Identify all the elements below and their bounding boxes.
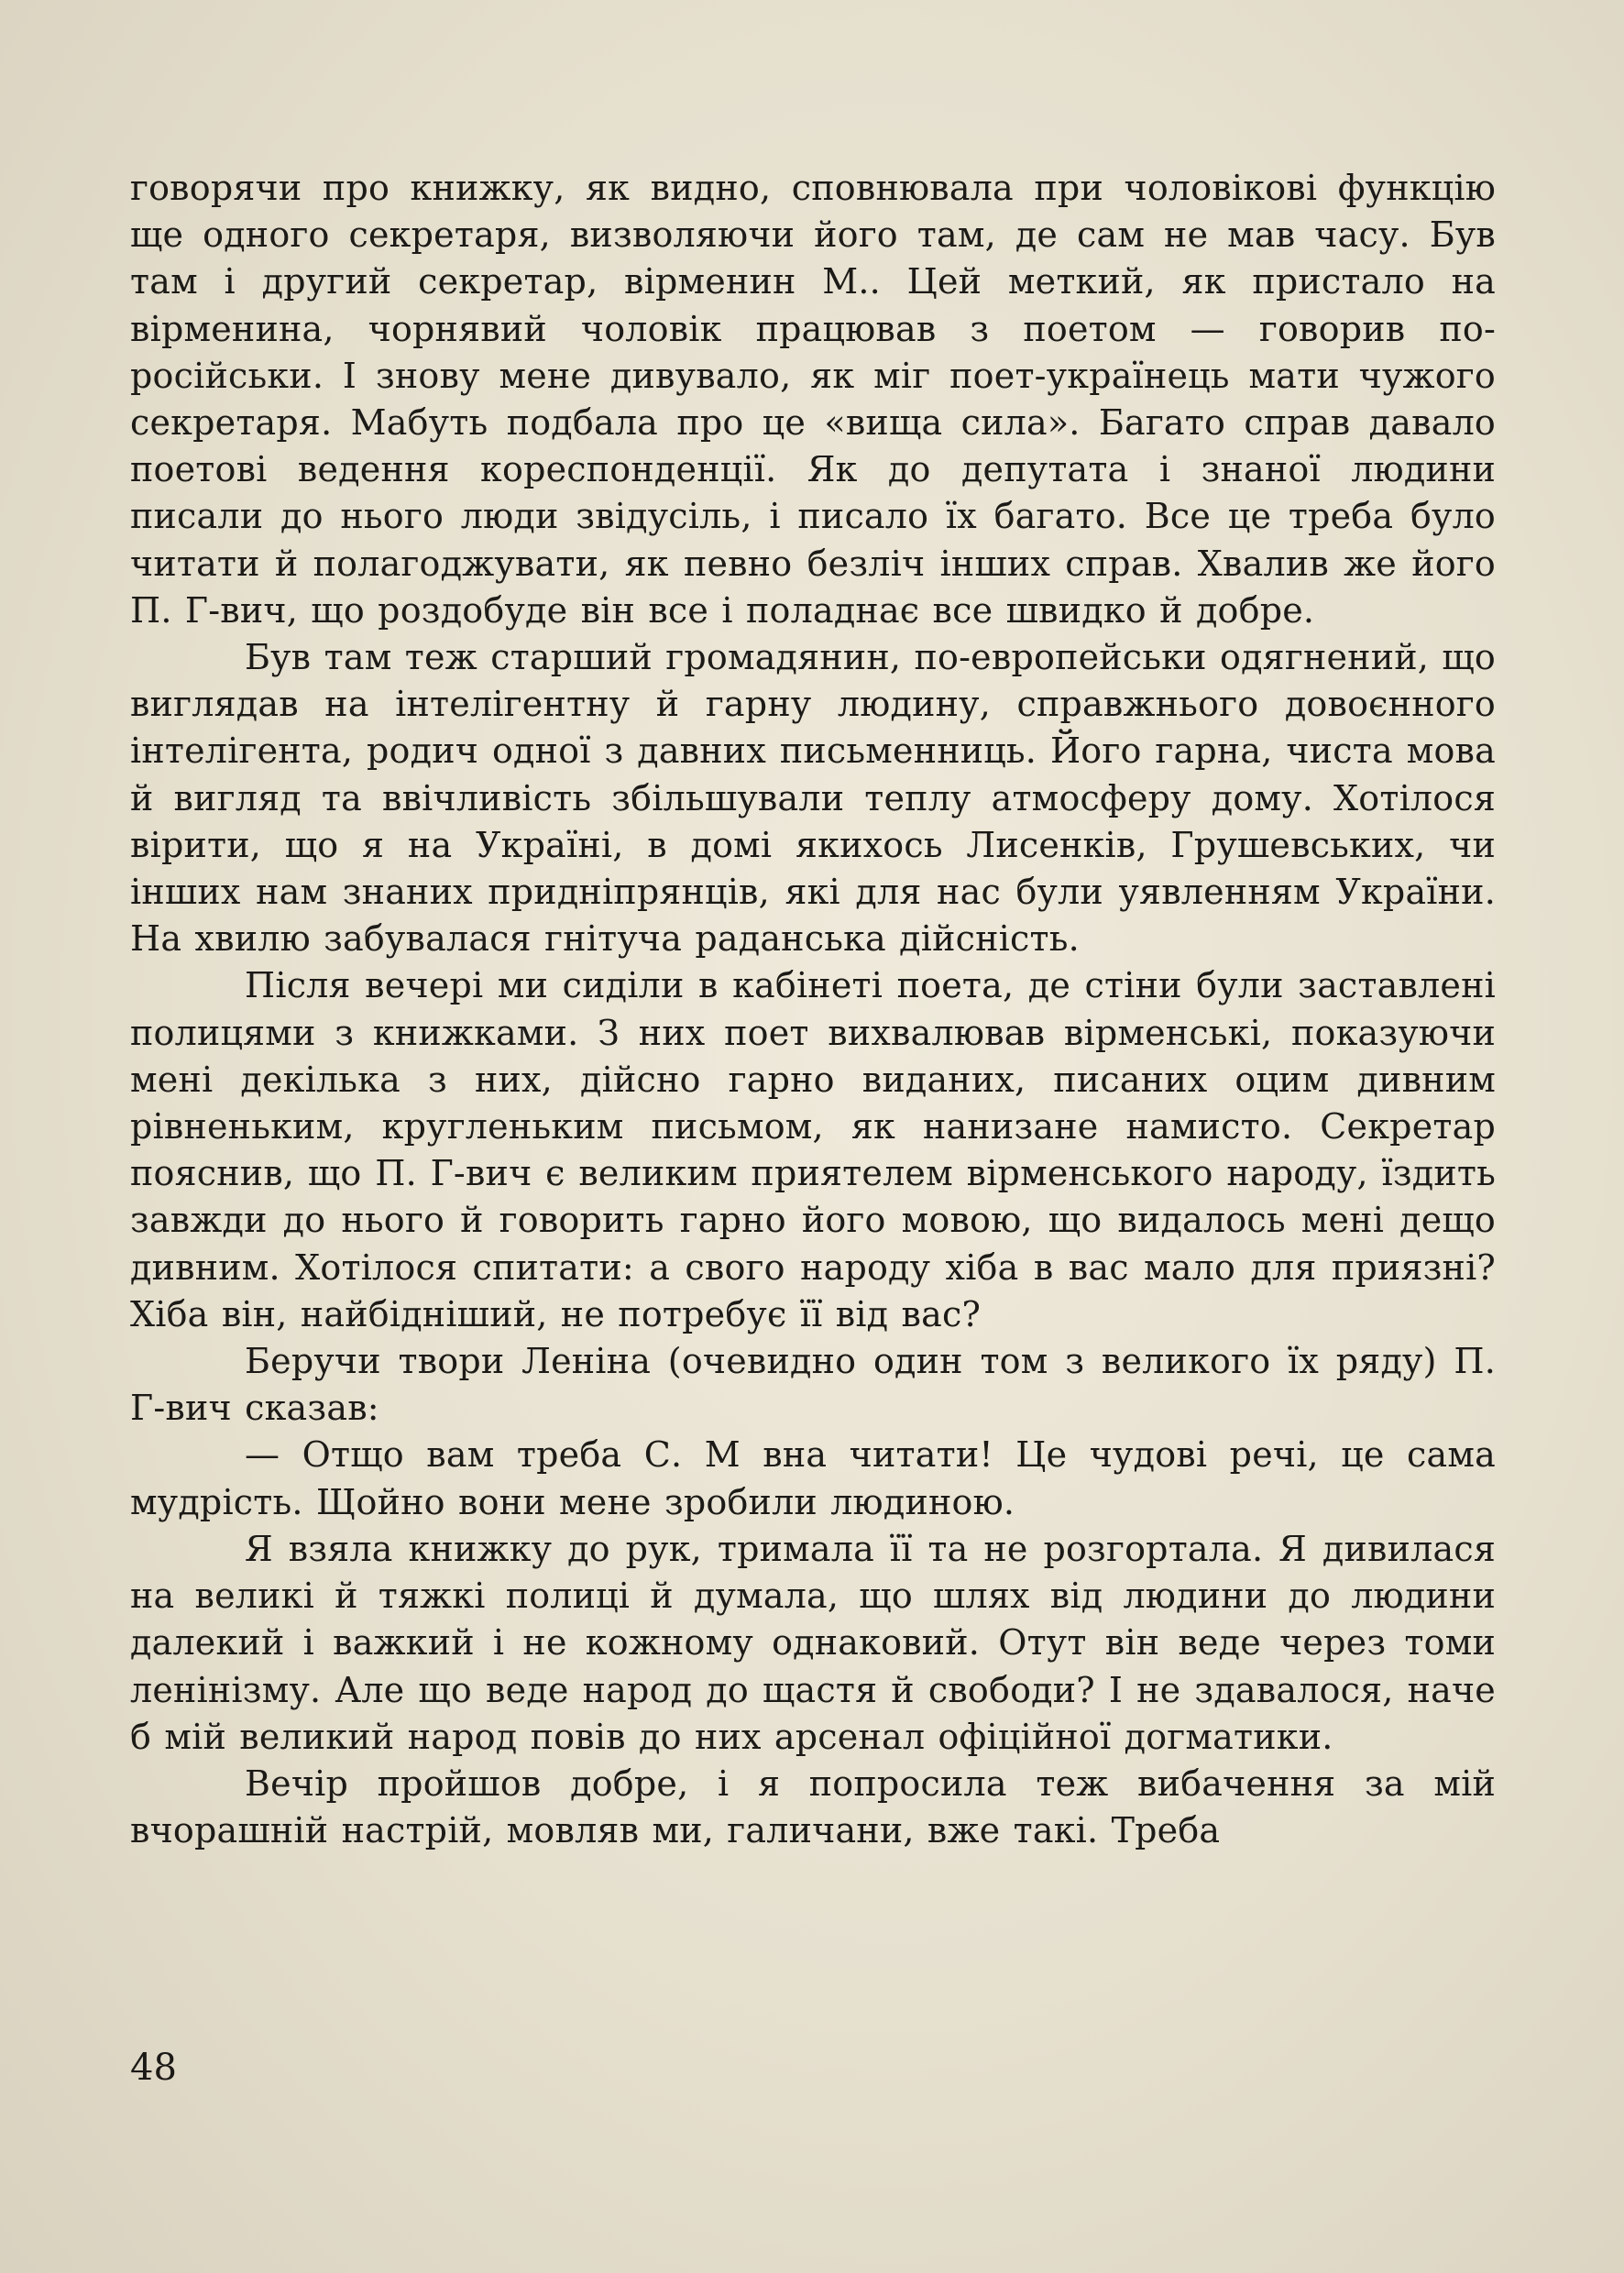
paragraph-1: говорячи про книжку, як видно, сповнювала при чоловікові функцію ще одного секретаря, визволяючи його там, де сам не мав часу. Був там і другий секретар, вірменин М.. Цей меткий, як пристало на вірменина, чорнявий чоловік працював з поетом — говорив по-російськи. І знову мене дивувало, як міг поет-українець мати чужого секретаря. Мабуть подбала про це «вища сила». Багато справ давало поетові ведення кореспонденції. Як до депутата і знаної людини писали до нього люди звідусіль, і писало їх багато. Все це треба було читати й полагоджувати, як певно безліч інших справ. Хвалив же його П. Г-вич, що роздобуде він все і поладнає все швидко й добре. — [130, 168, 1496, 631]
paragraph-7: Вечір пройшов добре, і я попросила теж вибачення за мій вчорашній настрій, мовляв ми, галичани, вже такі. Треба — [130, 1762, 1496, 1851]
paragraph-4: Беручи твори Леніна (очевидно один том з великого їх ряду) П. Г-вич сказав: — [130, 1341, 1496, 1429]
paragraph-5-dialogue: — Отщо вам треба С. М вна читати! Це чудові речі, це сама мудрість. Щойно вони мене зробили людиною. — [130, 1434, 1496, 1522]
page-number: 48 — [130, 2047, 177, 2089]
paragraph-6: Я взяла книжку до рук, тримала її та не розгортала. Я дивилася на великі й тяжкі полиці й думала, що шлях від людини до людини далекий і важкий і не кожному однаковий. Отут він веде через томи ленінізму. Але що веде народ до щастя й свободи? І не здавалося, наче б мій великий народ повів до них арсенал офіційної догматики. — [130, 1528, 1496, 1757]
body-text — [130, 165, 1496, 1854]
paragraph-2: Був там теж старший громадянин, по-европейськи одягнений, що виглядав на інтелігентну й гарну людину, справжнього довоєнного інтелігента, родич одної з давних письменниць. Його гарна, чиста мова й вигляд та ввічливість збільшували теплу атмосферу дому. Хотілося вірити, що я на Україні, в домі якихось Лисенків, Грушевських, чи інших нам знаних придніпрянців, які для нас були уявленням України. На хвилю забувалася гнітуча раданська дійсність. — [130, 637, 1496, 960]
paragraph-3: Після вечері ми сиділи в кабінеті поета, де стіни були заставлені полицями з книжками. З них поет вихвалював вірменські, показуючи мені декілька з них, дійсно гарно виданих, писаних оцим дивним рівненьким, кругленьким письмом, як нанизане намисто. Секретар пояснив, що П. Г-вич є великим приятелем вірменського народу, їздить завжди до нього й говорить гарно його мовою, що видалось мені дещо дивним. Хотілося спитати: а свого народу хіба в вас мало для приязні? Хіба він, найбідніший, не потребує її від вас? — [130, 965, 1496, 1334]
